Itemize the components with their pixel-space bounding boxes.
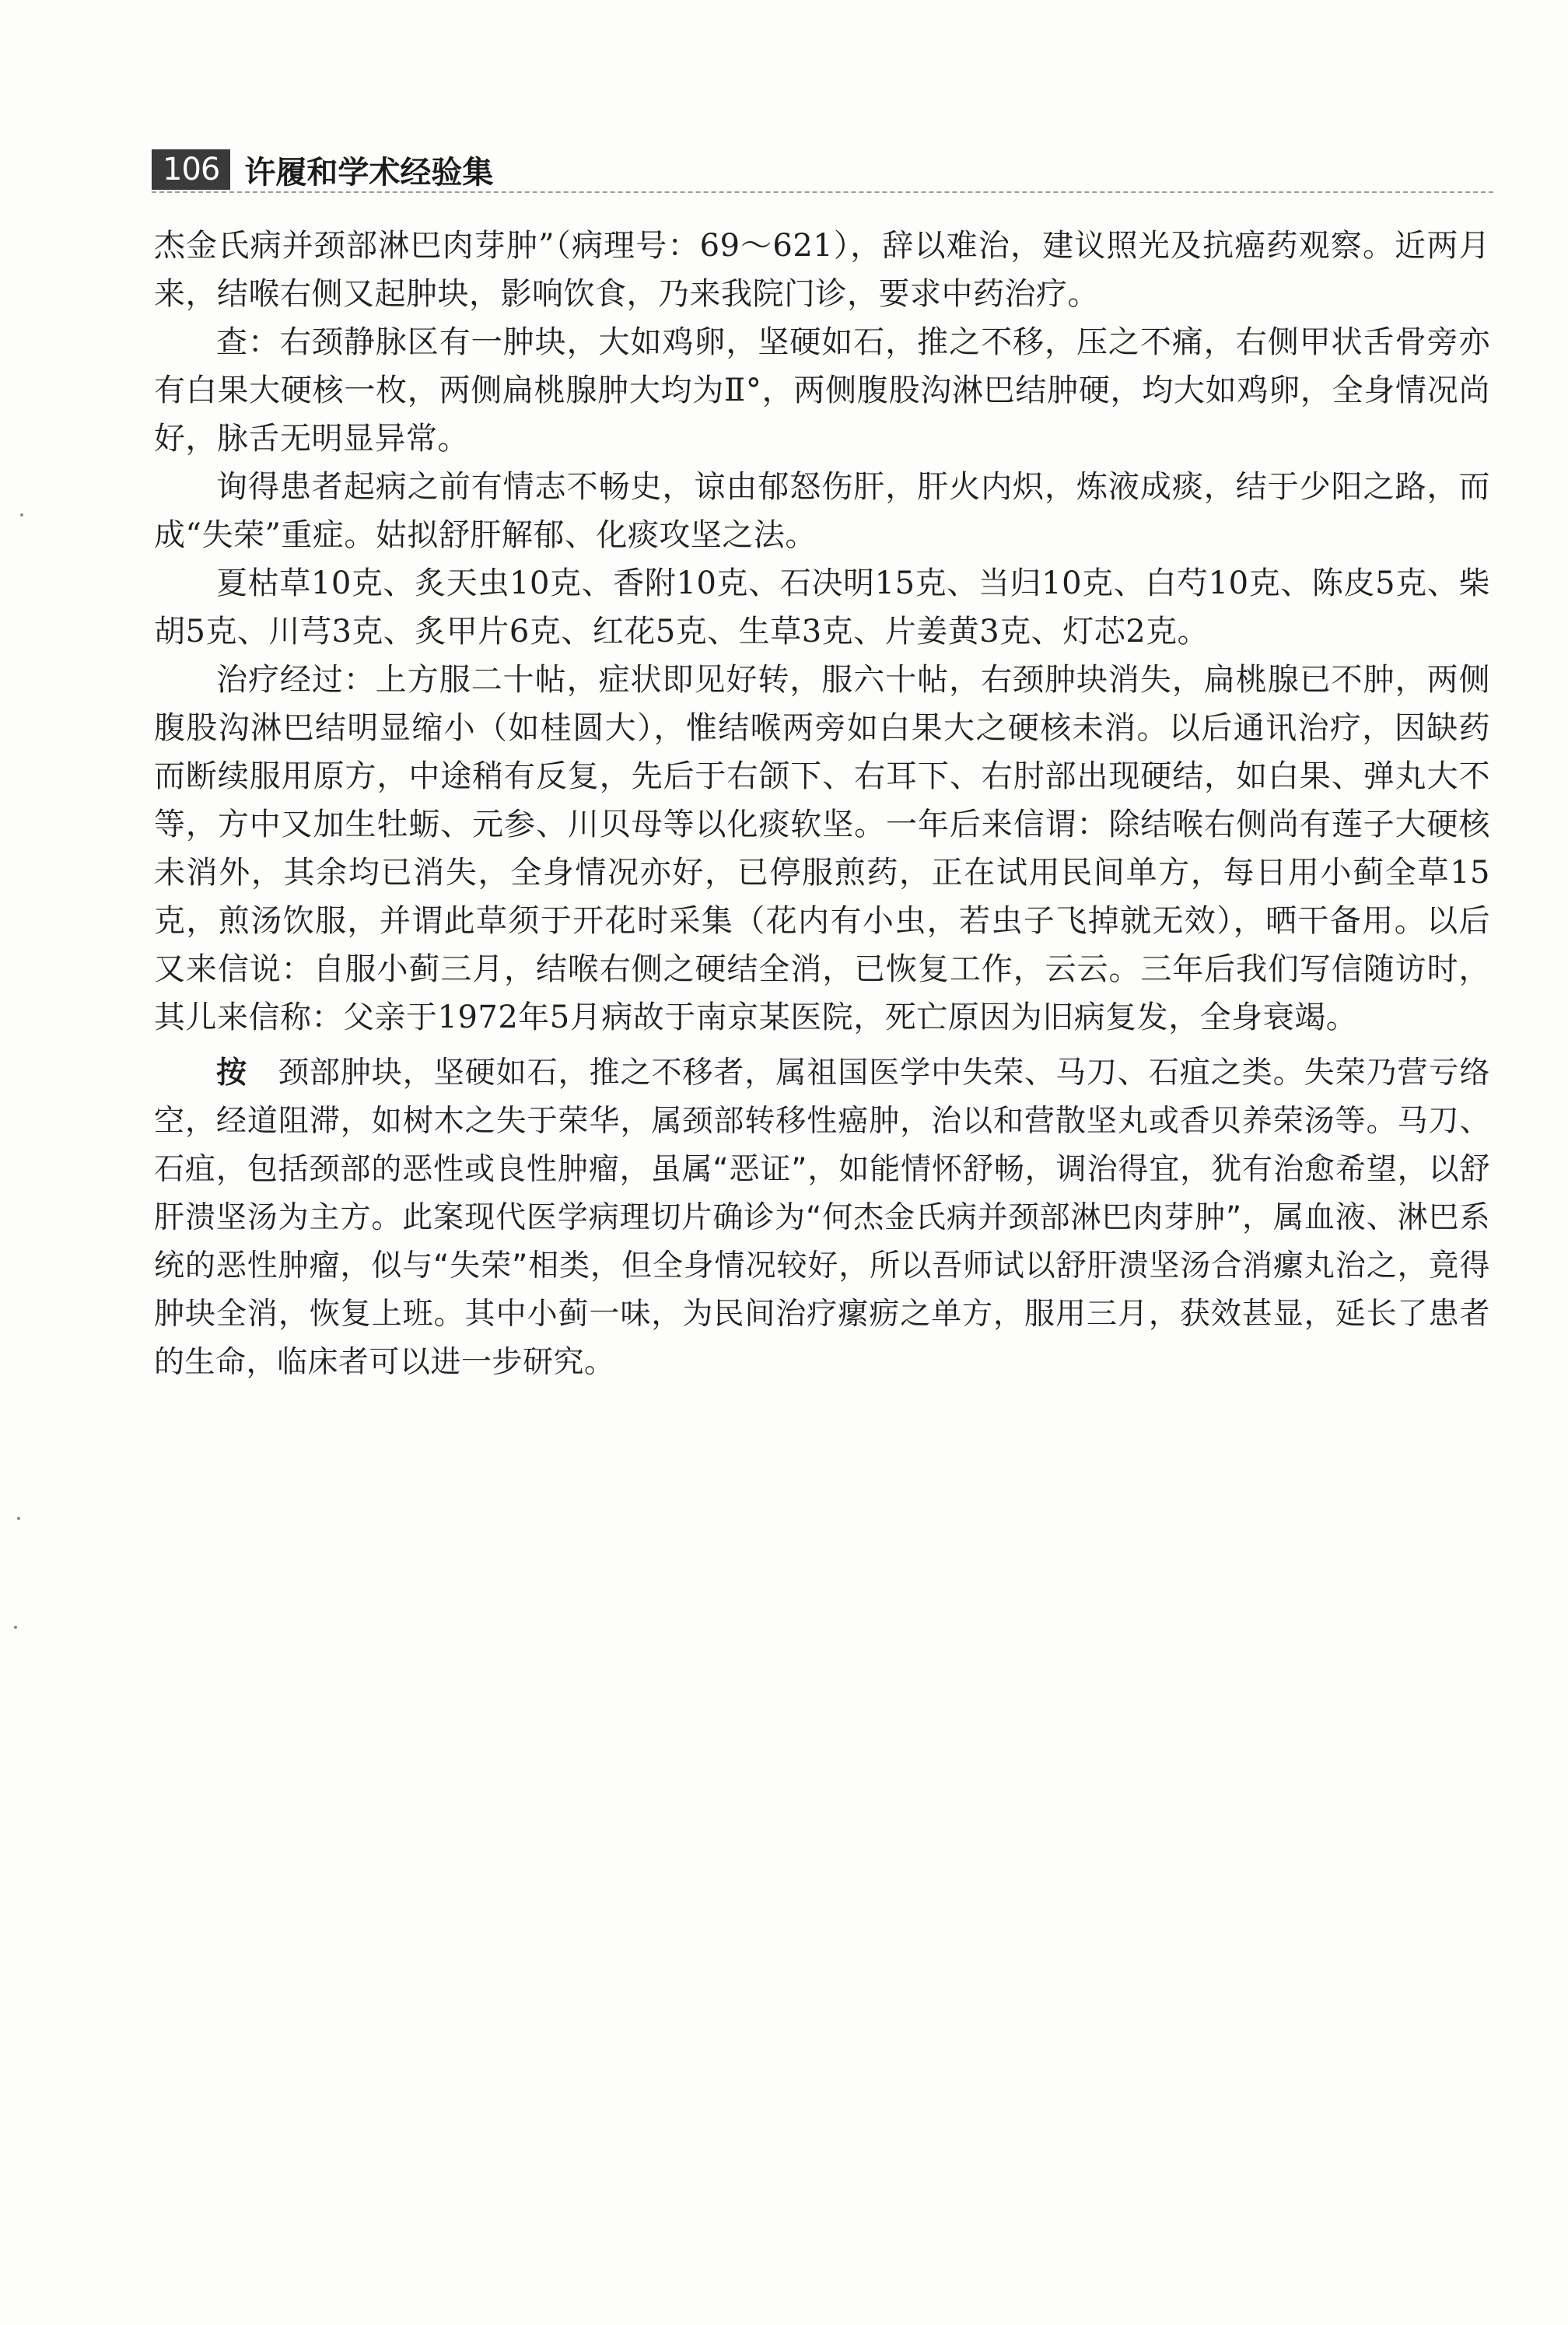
- page-number: 106: [152, 149, 230, 190]
- page-body: [154, 222, 1490, 1387]
- scan-speck: [20, 513, 23, 516]
- paragraph-prescription: 夏枯草10克、炙天虫10克、香附10克、石决明15克、当归10克、白芍10克、陈皮5克、柴胡5克、川芎3克、炙甲片6克、红花5克、生草3克、片姜黄3克、灯芯2克。: [154, 565, 1490, 650]
- scan-speck: [17, 1517, 20, 1520]
- paragraph-diagnosis: 询得患者起病之前有情志不畅史，谅由郁怒伤肝，肝火内炽，炼液成痰，结于少阳之路，而成“失荣”重症。姑拟舒肝解郁、化痰攻坚之法。: [154, 469, 1490, 553]
- paragraph-treatment-course: 治疗经过：上方服二十帖，症状即见好转，服六十帖，右颈肿块消失，扁桃腺已不肿，两侧腹股沟淋巴结明显缩小（如桂圆大），惟结喉两旁如白果大之硬核未消。以后通讯治疗，因缺药而断续服用原方，中途稍有反复，先后于右颌下、右耳下、右肘部出现硬结，如白果、弹丸大不等，方中又加生牡蛎、元参、川贝母等以化痰软坚。一年后来信谓：除结喉右侧尚有莲子大硬核未消外，其余均已消失，全身情况亦好，已停服煎药，正在试用民间单方，每日用小蓟全草15克，煎汤饮服，并谓此草须于开花时采集（花内有小虫，若虫子飞掉就无效），晒干备用。以后又来信说：自服小蓟三月，结喉右侧之硬结全消，已恢复工作，云云。三年后我们写信随访时，其儿来信称：父亲于1972年5月病故于南京某医院，死亡原因为旧病复发，全身衰竭。: [154, 662, 1490, 1035]
- page-header: [152, 146, 493, 193]
- scan-speck: [14, 1626, 17, 1629]
- paragraph-examination: 查：右颈静脉区有一肿块，大如鸡卵，坚硬如石，推之不移，压之不痛，右侧甲状舌骨旁亦有白果大硬核一枚，两侧扁桃腺肿大均为Ⅱ°，两侧腹股沟淋巴结肿硬，均大如鸡卵，全身情况尚好，脉舌无明显异常。: [154, 324, 1490, 457]
- book-title: 许履和学术经验集: [244, 154, 494, 191]
- note-label: 按: [216, 1056, 247, 1091]
- note-text: 颈部肿块，坚硬如石，推之不移者，属祖国医学中失荣、马刀、石疽之类。失荣乃营亏络空，经道阻滞，如树木之失于荣华，属颈部转移性癌肿，治以和营散坚丸或香贝养荣汤等。马刀、石疽，包括颈部的恶性或良性肿瘤，虽属“恶证”，如能情怀舒畅，调治得宜，犹有治愈希望，以舒肝溃坚汤为主方。此案现代医学病理切片确诊为“何杰金氏病并颈部淋巴肉芽肿”，属血液、淋巴系统的恶性肿瘤，似与“失荣”相类，但全身情况较好，所以吾师试以舒肝溃坚汤合消瘰丸治之，竟得肿块全消，恢复上班。其中小蓟一味，为民间治疗瘰疬之单方，服用三月，获效甚显，延长了患者的生命，临床者可以进一步研究。: [154, 1056, 1490, 1380]
- paragraph-continuation: 杰金氏病并颈部淋巴肉芽肿”（病理号：69～621），辞以难治，建议照光及抗癌药观察。近两月来，结喉右侧又起肿块，影响饮食，乃来我院门诊，要求中药治疗。: [154, 228, 1490, 312]
- commentary-note: [154, 1049, 1490, 1387]
- header-divider: [152, 191, 1493, 193]
